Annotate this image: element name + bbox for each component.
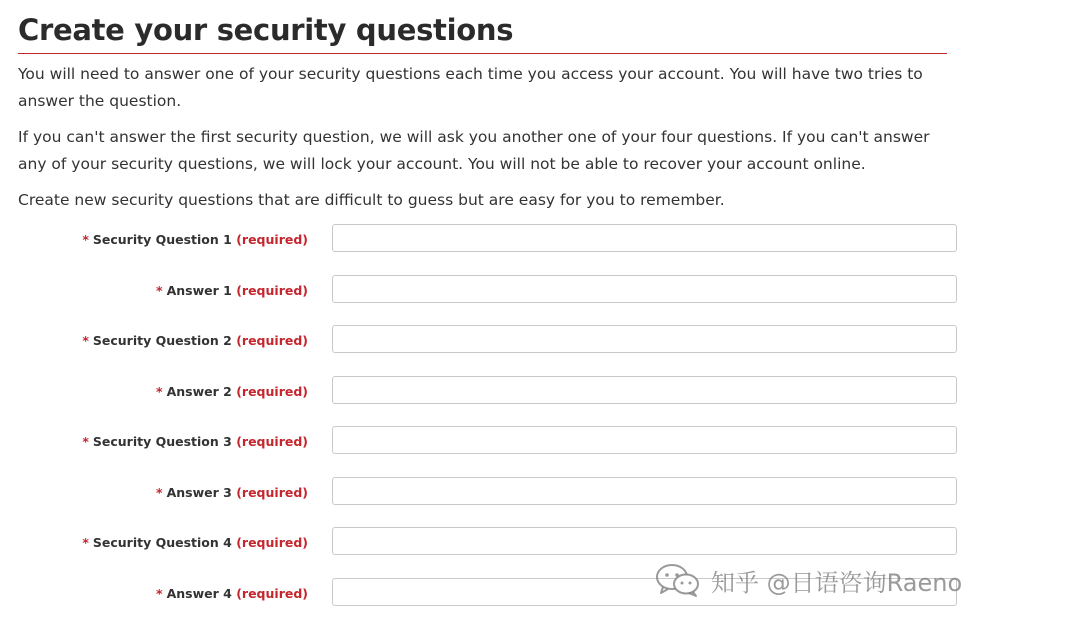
field-label-text: Answer 1 <box>166 283 232 298</box>
answer-1-input[interactable] <box>332 275 957 303</box>
form-row-answer-2 <box>0 375 1080 407</box>
intro-paragraph-3: Create new security questions that are difficult to guess but are easy for you to remember. <box>18 191 725 209</box>
title-divider <box>18 53 947 54</box>
required-text: (required) <box>236 283 308 298</box>
answer-3-label <box>156 485 308 500</box>
security-question-1-label <box>82 232 308 247</box>
form-row-security-question-3 <box>0 425 1080 457</box>
security-question-4-input[interactable] <box>332 527 957 555</box>
required-star: * <box>156 283 163 298</box>
required-text: (required) <box>236 586 308 601</box>
field-label-text: Security Question 3 <box>92 434 232 449</box>
field-label-text: Security Question 1 <box>92 232 232 247</box>
field-label-text: Security Question 2 <box>92 333 232 348</box>
intro-paragraph-1: You will need to answer one of your security questions each time you access your account. You will have two tries to answer the question. <box>18 65 923 110</box>
form-row-answer-1 <box>0 274 1080 306</box>
form-row-security-question-2 <box>0 324 1080 356</box>
required-text: (required) <box>236 384 308 399</box>
security-question-1-input[interactable] <box>332 224 957 252</box>
page-title: Create your security questions <box>18 13 514 47</box>
field-label-text: Answer 3 <box>166 485 232 500</box>
answer-1-label <box>156 283 308 298</box>
page-content <box>18 0 948 214</box>
security-question-2-input[interactable] <box>332 325 957 353</box>
answer-2-input[interactable] <box>332 376 957 404</box>
watermark-text: 知乎 @日语咨询Raeno <box>711 568 963 597</box>
required-text: (required) <box>236 434 308 449</box>
security-question-3-input[interactable] <box>332 426 957 454</box>
required-text: (required) <box>236 333 308 348</box>
security-question-3-label <box>82 434 308 449</box>
intro-paragraph-2: If you can't answer the first security question, we will ask you another one of your four questions. If you can't answer any of your security questions, we will lock your account. You will not be able to recover your account online. <box>18 128 930 173</box>
answer-2-label <box>156 384 308 399</box>
required-star: * <box>156 586 163 601</box>
field-label-text: Security Question 4 <box>92 535 232 550</box>
required-text: (required) <box>236 232 308 247</box>
form-row-answer-4 <box>0 577 1080 609</box>
form-row-answer-3 <box>0 476 1080 508</box>
form-row-security-question-1 <box>0 223 1080 255</box>
required-text: (required) <box>236 485 308 500</box>
answer-3-input[interactable] <box>332 477 957 505</box>
required-star: * <box>82 232 89 247</box>
required-star: * <box>82 535 89 550</box>
security-question-4-label <box>82 535 308 550</box>
required-star: * <box>82 333 89 348</box>
security-question-2-label <box>82 333 308 348</box>
answer-4-input[interactable] <box>332 578 957 606</box>
form-row-security-question-4 <box>0 526 1080 558</box>
required-star: * <box>156 485 163 500</box>
required-text: (required) <box>236 535 308 550</box>
field-label-text: Answer 4 <box>166 586 232 601</box>
required-star: * <box>156 384 163 399</box>
answer-4-label <box>156 586 308 601</box>
required-star: * <box>82 434 89 449</box>
field-label-text: Answer 2 <box>166 384 232 399</box>
